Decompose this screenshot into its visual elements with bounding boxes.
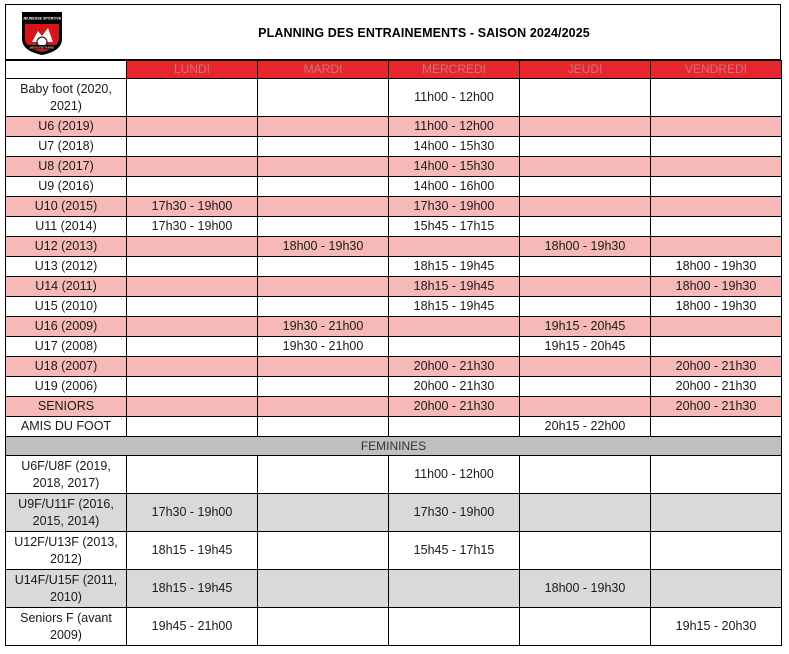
schedule-table	[5, 60, 782, 646]
category-cell: Baby foot (2020, 2021)	[6, 79, 127, 117]
time-cell: 18h00 - 19h30	[651, 297, 782, 317]
time-cell	[520, 217, 651, 237]
schedule-row	[6, 377, 782, 397]
category-cell: U16 (2009)	[6, 317, 127, 337]
time-cell: 18h00 - 19h30	[520, 570, 651, 608]
time-cell: 11h00 - 12h00	[389, 456, 520, 494]
time-cell	[651, 532, 782, 570]
schedule-row	[6, 397, 782, 417]
time-cell	[258, 532, 389, 570]
time-cell: 18h00 - 19h30	[651, 277, 782, 297]
schedule-sheet	[5, 4, 781, 648]
time-cell: 20h00 - 21h30	[651, 397, 782, 417]
time-cell: 18h00 - 19h30	[520, 237, 651, 257]
time-cell: 19h45 - 21h00	[127, 608, 258, 646]
category-cell: U14F/U15F (2011, 2010)	[6, 570, 127, 608]
time-cell	[127, 277, 258, 297]
time-cell	[127, 417, 258, 437]
time-cell	[258, 79, 389, 117]
category-cell: U10 (2015)	[6, 197, 127, 217]
time-cell	[389, 570, 520, 608]
time-cell	[127, 317, 258, 337]
category-cell: U12 (2013)	[6, 237, 127, 257]
category-cell: U9 (2016)	[6, 177, 127, 197]
time-cell	[520, 257, 651, 277]
time-cell	[258, 177, 389, 197]
time-cell: 19h15 - 20h45	[520, 337, 651, 357]
time-cell	[127, 297, 258, 317]
time-cell: 17h30 - 19h00	[389, 197, 520, 217]
time-cell: 20h00 - 21h30	[389, 357, 520, 377]
category-cell: U14 (2011)	[6, 277, 127, 297]
time-cell: 17h30 - 19h00	[127, 217, 258, 237]
time-cell	[127, 397, 258, 417]
time-cell	[389, 417, 520, 437]
time-cell	[127, 357, 258, 377]
time-cell	[520, 397, 651, 417]
page-title: PLANNING DES ENTRAINEMENTS - SAISON 2024/2025	[258, 26, 590, 40]
time-cell	[127, 157, 258, 177]
schedule-row	[6, 157, 782, 177]
schedule-row	[6, 297, 782, 317]
time-cell	[127, 237, 258, 257]
schedule-row	[6, 137, 782, 157]
schedule-row	[6, 217, 782, 237]
time-cell	[520, 157, 651, 177]
category-cell: U6F/U8F (2019, 2018, 2017)	[6, 456, 127, 494]
logo-text-top: JEUNESSE SPORTIVE	[22, 16, 62, 21]
time-cell	[258, 217, 389, 237]
category-cell: U7 (2018)	[6, 137, 127, 157]
time-cell	[651, 456, 782, 494]
time-cell	[127, 456, 258, 494]
schedule-row	[6, 79, 782, 117]
time-cell: 18h15 - 19h45	[127, 532, 258, 570]
time-cell	[258, 297, 389, 317]
feminines-label: FEMININES	[6, 437, 782, 456]
schedule-row	[6, 417, 782, 437]
time-cell	[520, 532, 651, 570]
corner-cell	[6, 61, 127, 79]
time-cell: 18h15 - 19h45	[389, 277, 520, 297]
feminines-separator	[6, 437, 782, 456]
time-cell: 17h30 - 19h00	[127, 494, 258, 532]
time-cell: 19h15 - 20h45	[520, 317, 651, 337]
time-cell	[651, 337, 782, 357]
club-logo	[18, 9, 66, 57]
schedule-row	[6, 357, 782, 377]
time-cell	[389, 337, 520, 357]
schedule-row	[6, 570, 782, 608]
schedule-row	[6, 494, 782, 532]
time-cell	[127, 377, 258, 397]
time-cell	[651, 137, 782, 157]
header	[5, 4, 781, 60]
time-cell: 15h45 - 17h15	[389, 217, 520, 237]
category-cell: U8 (2017)	[6, 157, 127, 177]
time-cell	[520, 277, 651, 297]
time-cell	[127, 257, 258, 277]
time-cell: 19h30 - 21h00	[258, 337, 389, 357]
schedule-row	[6, 608, 782, 646]
category-cell: U6 (2019)	[6, 117, 127, 137]
time-cell	[127, 137, 258, 157]
category-cell: Seniors F (avant 2009)	[6, 608, 127, 646]
time-cell: 18h15 - 19h45	[389, 297, 520, 317]
category-cell: U12F/U13F (2013, 2012)	[6, 532, 127, 570]
time-cell: 14h00 - 16h00	[389, 177, 520, 197]
time-cell: 11h00 - 12h00	[389, 117, 520, 137]
time-cell: 17h30 - 19h00	[127, 197, 258, 217]
time-cell	[389, 608, 520, 646]
schedule-row	[6, 532, 782, 570]
time-cell	[258, 357, 389, 377]
schedule-row	[6, 197, 782, 217]
time-cell	[651, 117, 782, 137]
time-cell	[520, 297, 651, 317]
time-cell	[258, 137, 389, 157]
day-header-row	[6, 61, 782, 79]
time-cell	[651, 237, 782, 257]
day-header: MERCREDI	[389, 61, 520, 79]
time-cell: 11h00 - 12h00	[389, 79, 520, 117]
time-cell	[258, 277, 389, 297]
time-cell: 20h00 - 21h30	[389, 397, 520, 417]
time-cell	[258, 608, 389, 646]
time-cell: 20h00 - 21h30	[651, 377, 782, 397]
time-cell	[651, 570, 782, 608]
category-cell: U15 (2010)	[6, 297, 127, 317]
day-header: LUNDI	[127, 61, 258, 79]
time-cell	[520, 137, 651, 157]
time-cell	[520, 377, 651, 397]
day-header: MARDI	[258, 61, 389, 79]
category-cell: U18 (2007)	[6, 357, 127, 377]
schedule-row	[6, 456, 782, 494]
time-cell	[389, 237, 520, 257]
time-cell: 20h15 - 22h00	[520, 417, 651, 437]
time-cell	[651, 317, 782, 337]
schedule-row	[6, 337, 782, 357]
time-cell: 14h00 - 15h30	[389, 157, 520, 177]
time-cell: 17h30 - 19h00	[389, 494, 520, 532]
time-cell	[651, 494, 782, 532]
day-header: VENDREDI	[651, 61, 782, 79]
time-cell: 14h00 - 15h30	[389, 137, 520, 157]
schedule-row	[6, 237, 782, 257]
time-cell	[651, 79, 782, 117]
time-cell	[651, 217, 782, 237]
logo-text-bottom: BEAUSSETANNE	[29, 45, 55, 50]
day-header: JEUDI	[520, 61, 651, 79]
time-cell	[520, 608, 651, 646]
category-cell: U19 (2006)	[6, 377, 127, 397]
time-cell: 18h15 - 19h45	[389, 257, 520, 277]
time-cell	[651, 177, 782, 197]
time-cell: 19h30 - 21h00	[258, 317, 389, 337]
time-cell	[520, 117, 651, 137]
category-cell: U13 (2012)	[6, 257, 127, 277]
category-cell: AMIS DU FOOT	[6, 417, 127, 437]
schedule-row	[6, 177, 782, 197]
time-cell: 18h15 - 19h45	[127, 570, 258, 608]
time-cell: 20h00 - 21h30	[651, 357, 782, 377]
time-cell	[258, 197, 389, 217]
time-cell	[258, 456, 389, 494]
schedule-row	[6, 317, 782, 337]
time-cell: 20h00 - 21h30	[389, 377, 520, 397]
time-cell	[520, 357, 651, 377]
time-cell	[520, 456, 651, 494]
time-cell	[258, 570, 389, 608]
category-cell: U9F/U11F (2016, 2015, 2014)	[6, 494, 127, 532]
schedule-row	[6, 257, 782, 277]
schedule-row	[6, 277, 782, 297]
category-cell: SENIORS	[6, 397, 127, 417]
time-cell: 18h00 - 19h30	[258, 237, 389, 257]
category-cell: U17 (2008)	[6, 337, 127, 357]
time-cell	[520, 494, 651, 532]
time-cell	[258, 117, 389, 137]
time-cell	[651, 197, 782, 217]
time-cell	[258, 257, 389, 277]
time-cell	[520, 79, 651, 117]
time-cell	[127, 177, 258, 197]
time-cell	[127, 337, 258, 357]
time-cell	[651, 417, 782, 437]
time-cell	[520, 177, 651, 197]
category-cell: U11 (2014)	[6, 217, 127, 237]
time-cell	[258, 417, 389, 437]
time-cell	[127, 79, 258, 117]
time-cell	[258, 377, 389, 397]
schedule-row	[6, 117, 782, 137]
time-cell: 18h00 - 19h30	[651, 257, 782, 277]
time-cell: 15h45 - 17h15	[389, 532, 520, 570]
time-cell: 19h15 - 20h30	[651, 608, 782, 646]
time-cell	[258, 157, 389, 177]
time-cell	[651, 157, 782, 177]
time-cell	[127, 117, 258, 137]
time-cell	[520, 197, 651, 217]
time-cell	[258, 397, 389, 417]
time-cell	[258, 494, 389, 532]
time-cell	[389, 317, 520, 337]
